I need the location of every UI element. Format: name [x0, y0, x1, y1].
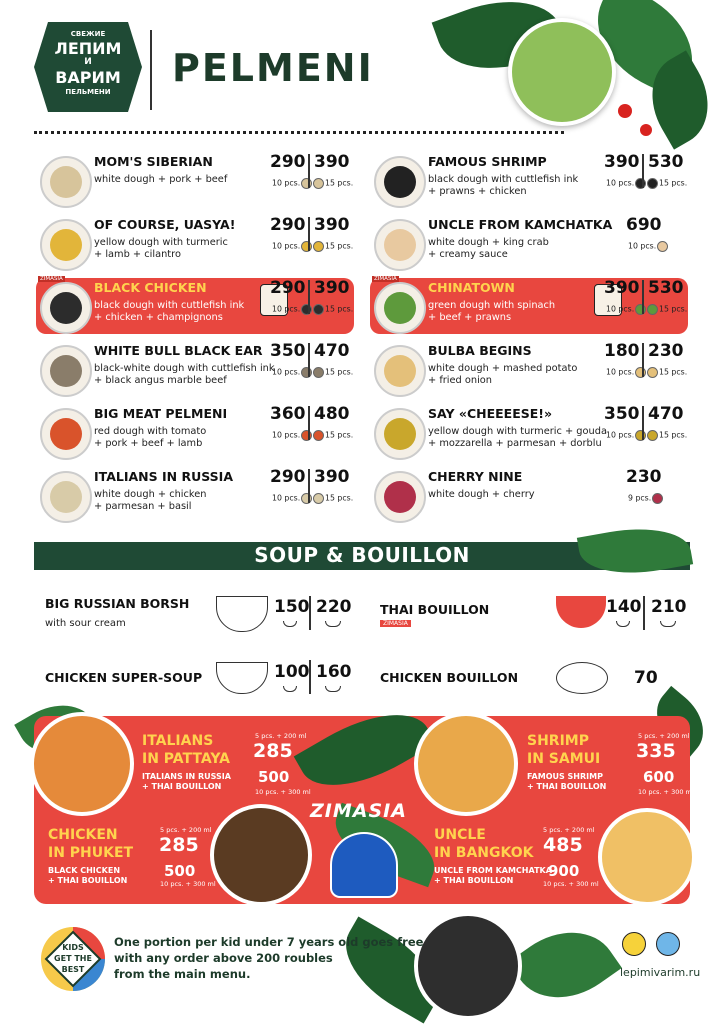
item-description: yellow dough with turmeric + gouda + mozzarella + parmesan + dorblu	[428, 426, 607, 449]
dish-image	[40, 219, 92, 271]
dumpling-icon	[635, 304, 646, 315]
item-name: WHITE BULL BLACK EAR	[94, 343, 263, 358]
dish-image	[374, 219, 426, 271]
combo-dish-image	[598, 808, 696, 906]
price-10: 290	[270, 215, 306, 235]
dumpling-icon	[647, 304, 658, 315]
soup-name: BIG RUSSIAN BORSH	[45, 596, 190, 611]
menu-item	[36, 278, 354, 334]
menu-item	[370, 278, 688, 334]
dumpling-icon	[657, 241, 668, 252]
dish-image	[374, 408, 426, 460]
dumpling-icon	[313, 493, 324, 504]
price-10: 290	[270, 467, 306, 487]
price-10: 230	[626, 467, 662, 487]
price-15: 470	[648, 404, 684, 424]
pieces-count: 10 pcs.	[606, 367, 647, 378]
divider	[150, 30, 152, 110]
pieces-count: 10 pcs.	[606, 178, 647, 189]
dumpling-icon	[313, 367, 324, 378]
combo-portion-note: 10 pcs. + 300 ml	[638, 788, 694, 796]
item-description: white dough + cherry	[428, 489, 535, 500]
dumpling-icon	[313, 241, 324, 252]
kids-badge: KIDS GET THE BEST	[40, 926, 106, 992]
combo-portion-note: 5 pcs. + 200 ml	[255, 732, 307, 740]
combo-price: 285	[253, 740, 293, 762]
combo-title: ITALIANS IN PATTAYA	[142, 733, 230, 767]
item-name: ITALIANS IN RUSSIA	[94, 469, 233, 484]
mascot-crab-icon	[330, 832, 398, 898]
pieces-count: 10 pcs.	[272, 178, 313, 189]
pieces-count: 9 pcs.	[628, 493, 664, 504]
dish-image	[374, 345, 426, 397]
combo-portion-note: 10 pcs. + 300 ml	[255, 788, 311, 796]
dumpling-icon	[313, 304, 324, 315]
item-name: SAY «CHEEEESE!»	[428, 406, 553, 421]
soup-description: with sour cream	[45, 618, 126, 629]
combo-dish-image	[210, 804, 312, 906]
combo-title: CHICKEN IN PHUKET	[48, 827, 134, 861]
borsh-illustration-icon	[216, 596, 268, 632]
pieces-count: 15 pcs.	[312, 178, 353, 189]
combo-portion-note: 5 pcs. + 200 ml	[638, 732, 690, 740]
logo-text: И	[84, 57, 92, 67]
item-name: CHINATOWN	[428, 280, 515, 295]
price-separator	[309, 596, 311, 630]
dish-image	[40, 408, 92, 460]
pieces-count: 10 pcs.	[272, 241, 313, 252]
soup-price: 70	[634, 668, 658, 688]
pieces-count: 10 pcs.	[606, 304, 647, 315]
dumpling-icon	[635, 367, 646, 378]
combo-price: 485	[543, 834, 583, 856]
soup-name: CHICKEN BOUILLON	[380, 670, 519, 685]
price-separator	[642, 280, 644, 314]
dish-image	[40, 345, 92, 397]
price-15: 530	[648, 278, 684, 298]
soup-name: CHICKEN SUPER-SOUP	[45, 670, 203, 685]
dumpling-icon	[301, 241, 312, 252]
combo-dish-image	[30, 712, 134, 816]
price-separator	[308, 217, 310, 251]
zimasia-tag: ZIMASIA	[40, 276, 63, 282]
item-description: black dough with cuttlefish ink + chicken + champignons	[94, 300, 245, 323]
thai-soup-illustration-icon	[556, 596, 606, 628]
pieces-count: 10 pcs.	[272, 367, 313, 378]
dumpling-icon	[647, 430, 658, 441]
combo-portion-note: 5 pcs. + 200 ml	[543, 826, 595, 834]
dumpling-icon	[301, 367, 312, 378]
divider	[34, 131, 564, 134]
tomato-decoration	[640, 124, 652, 136]
combo-dish-image	[414, 712, 518, 816]
chicken-soup-illustration-icon	[216, 662, 268, 694]
item-name: MOM'S SIBERIAN	[94, 154, 213, 169]
pieces-count: 10 pcs.	[272, 430, 313, 441]
menu-item	[36, 404, 354, 460]
price-15: 530	[648, 152, 684, 172]
dish-image	[374, 156, 426, 208]
pieces-count: 15 pcs.	[312, 241, 353, 252]
mascot-blue-icon	[656, 932, 680, 956]
menu-item	[36, 341, 354, 397]
dish-image	[374, 282, 426, 334]
dumpling-icon	[301, 304, 312, 315]
dish-image	[40, 156, 92, 208]
price-15: 390	[314, 278, 350, 298]
price-15: 480	[314, 404, 350, 424]
dumpling-icon	[301, 430, 312, 441]
soup-price: 220	[316, 597, 352, 617]
dumpling-icon	[635, 178, 646, 189]
price-separator	[642, 343, 644, 377]
combo-price: 335	[636, 740, 676, 762]
bowl-large-icon	[660, 621, 676, 627]
price-separator	[308, 469, 310, 503]
dumpling-icon	[313, 430, 324, 441]
combo-description: FAMOUS SHRIMP + THAI BOUILLON	[527, 772, 607, 791]
combo-price: 900	[548, 862, 580, 880]
soup-price: 160	[316, 662, 352, 682]
leaf-decoration	[577, 519, 693, 583]
item-description: white dough + king crab + creamy sauce	[428, 237, 549, 260]
page-title: PELMENI	[172, 46, 374, 90]
price-15: 470	[314, 341, 350, 361]
menu-item	[370, 404, 688, 460]
price-15: 390	[314, 467, 350, 487]
dumpling-icon	[647, 367, 658, 378]
combo-price: 285	[159, 834, 199, 856]
bowl-small-icon	[616, 621, 630, 627]
dish-image	[40, 282, 92, 334]
brand-logo	[34, 22, 142, 112]
section-title: SOUP & BOUILLON	[254, 543, 470, 567]
footer-dish-image	[414, 912, 522, 1020]
pieces-count: 15 pcs.	[646, 367, 687, 378]
combo-description: UNCLE FROM KAMCHATKA + THAI BOUILLON	[434, 866, 552, 885]
pieces-count: 10 pcs.	[272, 493, 313, 504]
pieces-count: 15 pcs.	[646, 178, 687, 189]
item-name: CHERRY NINE	[428, 469, 523, 484]
price-10: 390	[604, 152, 640, 172]
zimasia-tag: ZIMASIA	[374, 276, 397, 282]
item-name: BULBA BEGINS	[428, 343, 532, 358]
item-description: yellow dough with turmeric + lamb + cilantro	[94, 237, 228, 260]
dumpling-icon	[301, 493, 312, 504]
soup-price: 140	[606, 597, 642, 617]
soup-name: THAI BOUILLON	[380, 602, 490, 617]
menu-item	[36, 467, 354, 523]
pieces-count: 10 pcs.	[272, 304, 313, 315]
item-description: black dough with cuttlefish ink + prawns + chicken	[428, 174, 579, 197]
item-name: BIG MEAT PELMENI	[94, 406, 228, 421]
logo-text: СВЕЖИЕ	[70, 30, 106, 38]
price-10: 690	[626, 215, 662, 235]
hero-dish-image	[508, 18, 616, 126]
pieces-count: 10 pcs.	[628, 241, 669, 252]
price-separator	[308, 343, 310, 377]
bowl-small-icon	[283, 621, 297, 627]
menu-item	[370, 341, 688, 397]
combo-price: 500	[164, 862, 196, 880]
pieces-count: 15 pcs.	[312, 367, 353, 378]
price-separator	[643, 596, 645, 630]
mascot-yellow-icon	[622, 932, 646, 956]
item-name: FAMOUS SHRIMP	[428, 154, 547, 169]
pieces-count: 15 pcs.	[646, 304, 687, 315]
combo-title: UNCLE IN BANGKOK	[434, 827, 534, 861]
item-description: white dough + chicken + parmesan + basil	[94, 489, 207, 512]
item-name: UNCLE FROM KAMCHATKA	[428, 217, 613, 232]
combo-portion-note: 10 pcs. + 300 ml	[160, 880, 216, 888]
item-description: red dough with tomato + pork + beef + lamb	[94, 426, 207, 449]
item-description: black-white dough with cuttlefish ink + black angus marble beef	[94, 363, 275, 386]
combo-price: 600	[643, 768, 675, 786]
dumpling-icon	[635, 430, 646, 441]
dish-image	[40, 471, 92, 523]
logo-text: ВАРИМ	[55, 68, 121, 87]
price-separator	[642, 154, 644, 188]
price-15: 390	[314, 152, 350, 172]
pieces-count: 10 pcs.	[606, 430, 647, 441]
price-10: 360	[270, 404, 306, 424]
zimasia-tag: ZIMASIA	[380, 620, 411, 627]
price-separator	[309, 660, 311, 694]
pieces-count: 15 pcs.	[646, 430, 687, 441]
price-10: 290	[270, 278, 306, 298]
menu-item	[36, 152, 354, 208]
combo-portion-note: 5 pcs. + 200 ml	[160, 826, 212, 834]
price-10: 350	[270, 341, 306, 361]
item-description: white dough + pork + beef	[94, 174, 228, 185]
item-description: white dough + mashed potato + fried onion	[428, 363, 578, 386]
price-15: 230	[648, 341, 684, 361]
soup-price: 100	[274, 662, 310, 682]
menu-item	[370, 152, 688, 208]
menu-item	[36, 215, 354, 271]
logo-text: ЛЕПИМ	[54, 39, 122, 58]
item-name: BLACK CHICKEN	[94, 280, 207, 295]
dumpling-icon	[301, 178, 312, 189]
pieces-count: 15 pcs.	[312, 430, 353, 441]
bowl-large-icon	[325, 621, 341, 627]
leaf-decoration	[508, 911, 622, 1020]
dish-image	[374, 471, 426, 523]
combo-description: ITALIANS IN RUSSIA + THAI BOUILLON	[142, 772, 231, 791]
price-separator	[308, 406, 310, 440]
bowl-small-icon	[283, 686, 297, 692]
price-10: 390	[604, 278, 640, 298]
price-10: 290	[270, 152, 306, 172]
soup-price: 210	[651, 597, 687, 617]
price-10: 180	[604, 341, 640, 361]
price-15: 390	[314, 215, 350, 235]
dumpling-icon	[647, 178, 658, 189]
dumpling-icon	[652, 493, 663, 504]
chicken-illustration-icon	[556, 662, 608, 694]
menu-item	[370, 467, 688, 523]
menu-item	[370, 215, 688, 271]
tomato-decoration	[618, 104, 632, 118]
combo-title: SHRIMP IN SAMUI	[527, 733, 601, 767]
combo-description: BLACK CHICKEN + THAI BOUILLON	[48, 866, 128, 885]
kids-promo-text: One portion per kid under 7 years old goes free with any order above 200 roubles from the main menu.	[114, 935, 424, 981]
dumpling-icon	[313, 178, 324, 189]
item-description: green dough with spinach + beef + prawns	[428, 300, 556, 323]
website-link[interactable]: lepimivarim.ru	[620, 966, 701, 979]
combo-portion-note: 10 pcs. + 300 ml	[543, 880, 599, 888]
price-10: 350	[604, 404, 640, 424]
pieces-count: 15 pcs.	[312, 304, 353, 315]
item-name: OF COURSE, UASYA!	[94, 217, 236, 232]
combo-price: 500	[258, 768, 290, 786]
soup-price: 150	[274, 597, 310, 617]
price-separator	[308, 280, 310, 314]
logo-text: ПЕЛЬМЕНИ	[65, 88, 111, 96]
pieces-count: 15 pcs.	[312, 493, 353, 504]
zimasia-logo: ZIMASIA	[310, 800, 407, 822]
price-separator	[308, 154, 310, 188]
price-separator	[642, 406, 644, 440]
bowl-large-icon	[325, 686, 341, 692]
